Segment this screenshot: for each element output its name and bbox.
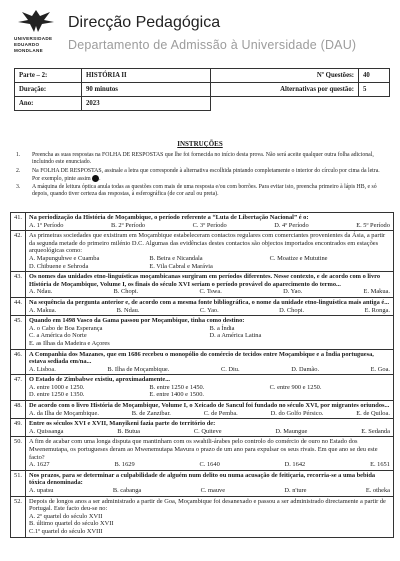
question-item xyxy=(11,213,393,231)
answer-option: E. entre 1400 e 1500. xyxy=(149,391,204,399)
answer-option: B. Ilha de Moçambique. xyxy=(107,365,170,373)
question-number: 43. xyxy=(11,272,26,297)
answer-option: C. Tswa. xyxy=(199,288,222,296)
question-item xyxy=(11,316,393,349)
logo-line-1: UNIVERSIDADE xyxy=(14,36,53,41)
answer-option: E. otheka xyxy=(365,487,390,494)
logo-line-3: MONDLANE xyxy=(14,48,43,53)
instruction-text-after: . xyxy=(99,176,101,183)
answer-option: B. 1629 xyxy=(114,461,135,469)
question-item xyxy=(11,272,393,298)
question-text: Quando em 1498 Vasco da Gama passou por Moçambique, tinha como destino: xyxy=(29,317,245,325)
answer-option: D. 1642 xyxy=(284,461,306,469)
question-item xyxy=(11,298,393,316)
answer-option: C. de Pemba. xyxy=(203,409,238,417)
answer-option: E. as Ilhas da Madeira e Açores xyxy=(29,339,110,347)
question-item xyxy=(11,471,393,497)
answer-option: A. 1627 xyxy=(29,461,50,469)
instruction-number: 3. xyxy=(16,184,21,190)
answer-option: A. 1º Período xyxy=(29,221,64,229)
answer-option: E. Ronga. xyxy=(364,306,390,314)
answer-option: A. Quissanga xyxy=(29,427,64,435)
question-number: 48. xyxy=(11,401,26,418)
question-item xyxy=(11,419,393,437)
ano-label: Ano: xyxy=(15,97,82,111)
question-text: A Companhia dos Mazanes, que em 1686 recebeu o monopólio do comércio de tecidos entre Moçambique e a Índia portuguesa, estava sediada em/na... xyxy=(29,350,374,366)
instruction-text: Preencha as suas respostas na FOLHA DE RESPOSTAS que lhe foi fornecida no início desta prova. Não será aceite qualquer outra folha adicional, incluindo este enunciado. xyxy=(32,152,374,166)
answer-option: B. de Zanzibar. xyxy=(131,409,171,417)
question-number: 41. xyxy=(11,213,26,230)
university-logo xyxy=(10,6,64,58)
answer-option: E. Goa. xyxy=(370,365,390,373)
answer-option: E. 1651 xyxy=(370,461,390,469)
answer-option: A. Lisboa. xyxy=(29,365,56,373)
answer-option: D. 4º Período xyxy=(274,221,309,229)
question-item xyxy=(11,437,393,470)
answer-option: D. entre 1250 e 1350. xyxy=(29,391,85,399)
answer-option: A. Mapunguhwe e Cuamba xyxy=(29,254,100,262)
duracao-value: 90 minutos xyxy=(82,83,211,97)
question-text: Depois de longos anos a ser administrado a partir de Goa, Moçambique foi desanexado e passou a ser administrado directamente a partir de Portugal. Este facto deu-se no: xyxy=(29,497,386,513)
answer-option: D. n'ture xyxy=(284,487,307,494)
parte-value: HISTÓRIA II xyxy=(82,69,211,83)
question-text: Nos prazos, para se determinar a culpabilidade de alguém num delito ou numa acusação de feitiçaria, recorria-se a uma bebida tóxica denominada: xyxy=(29,471,376,487)
question-text: Na sequência da pergunta anterior e, de acordo com a mesma fonte bibliográfica, o nome da unidade etno-linguística mais antiga é... xyxy=(29,298,390,306)
question-number: 52. xyxy=(11,497,26,537)
answer-option: B. Ndau. xyxy=(116,306,140,314)
answer-option: D. a América Latina xyxy=(209,332,262,340)
answer-option: D. Chopi. xyxy=(279,306,305,314)
answer-option: D. do Golfo Pérsico. xyxy=(270,409,324,417)
question-number: 45. xyxy=(11,316,26,348)
question-text: A fim de acabar com uma longa disputa que mantinham com os swahili-árabes pelo controlo do comércio de ouro no Estado dos Mwenemutapa, os portugueses deram ao Mwenemutapa Mavura o prazo de um ano para expulsar os seus rivais. Em que ano se deu este facto? xyxy=(29,438,378,461)
question-text: Os nomes das unidades etno-linguísticas moçambicanas surgiram em períodos diferentes. Nesse contexto, e de acordo com o livro História de Moçambique, Volume I, os finais do século XVI seriam o período provável do aparecimento do termo... xyxy=(29,273,381,288)
answer-option: D. Yao. xyxy=(283,288,303,296)
answer-option: E. Vila Cabral e Marávia xyxy=(149,262,213,270)
logo-line-2: EDUARDO xyxy=(14,42,40,47)
question-text: Na periodização da História de Moçambique, o período referente a “Luta de Libertação Nacional” é o: xyxy=(29,214,309,221)
instruction-text: A máquina de leitura óptica anula todas as questões com mais de uma resposta e/ou com borrões. Para evitar isto, preencha primeiro à lápis HB, e só depois, quando tiver certeza das respostas, à esferográfica (de cor azul ou preta). xyxy=(32,184,377,198)
answer-option: C. mauve xyxy=(200,487,226,494)
answer-option: B. Chopi. xyxy=(113,288,139,296)
answer-option: B. último quartel do século XVII xyxy=(29,520,114,528)
question-item xyxy=(11,401,393,419)
exam-info-table xyxy=(14,68,390,111)
answer-option: A. Ndau. xyxy=(29,288,53,296)
answer-option: B. 2º Período xyxy=(110,221,146,229)
answer-option: A. entre 1000 e 1250. xyxy=(29,383,85,391)
answer-option: B. Beira e Nicandala xyxy=(149,254,203,262)
question-item xyxy=(11,375,393,401)
answer-option: B. Butua xyxy=(117,427,141,435)
instruction-text-before: Na FOLHA DE RESPOSTAS, assinale a letra que corresponde à alternativa escolhida pintando completamente o interior do círculo por cima da letra. Por exemplo, pinte assim xyxy=(32,168,380,183)
filled-bubble-icon xyxy=(92,175,99,182)
alternativas-label: Alternativas por questão: xyxy=(211,83,359,97)
answer-option: D. Chibuene e Sehroda xyxy=(29,262,89,270)
parte-label: Parte – 2: xyxy=(15,69,82,83)
answer-option: C. 1640 xyxy=(199,461,220,469)
answer-option: C. a América do Norte xyxy=(29,332,87,340)
questoes-label: Nº Questões: xyxy=(211,69,359,83)
question-text: As primeiras sociedades que existiram em Moçambique estabeleceram contactos regulares com comerciantes provenientes da Ásia, a partir da segunda metade do primeiro milénio D.C. Algumas das evidências destes contactos são objectos importados encontrados em estações arqueológicas como: xyxy=(29,232,386,255)
eagle-emblem-icon xyxy=(16,6,56,34)
instruction-number: 1. xyxy=(16,152,21,158)
question-item xyxy=(11,231,393,272)
answer-option: E. de Quiloa. xyxy=(356,409,390,417)
answer-option: C. 3º Período xyxy=(192,221,227,229)
ano-value: 2023 xyxy=(82,97,211,111)
question-number: 47. xyxy=(11,375,26,400)
question-number: 49. xyxy=(11,419,26,436)
question-number: 46. xyxy=(11,350,26,375)
page-title: Direcção Pedagógica xyxy=(68,14,221,31)
question-item xyxy=(11,350,393,376)
answer-option: D. Maungue xyxy=(275,427,308,435)
answer-option: A. upatsu xyxy=(29,487,54,494)
question-text: Entre os séculos XVI e XVII, Manyikeni fazia parte do território de: xyxy=(29,420,216,428)
answer-option: E. Sedanda xyxy=(361,427,390,435)
answer-option: C. Yao. xyxy=(199,306,219,314)
duracao-label: Duração: xyxy=(15,83,82,97)
answer-option: E. 5º Período xyxy=(356,221,390,229)
question-text: De acordo com o livro História de Moçambique, Volume I, o Xeicado de Sancul foi fundado no século XVI, por migrantes oriundos... xyxy=(29,402,390,410)
answer-option: D. Damão. xyxy=(291,365,320,373)
instruction-text xyxy=(32,168,384,183)
question-number: 44. xyxy=(11,298,26,315)
answer-option: E. Makua. xyxy=(363,288,390,296)
answer-option: B. a Índia xyxy=(209,324,235,332)
answer-option: C. Diu. xyxy=(220,365,240,373)
question-number: 50. xyxy=(11,437,26,469)
alternativas-value: 5 xyxy=(359,83,390,97)
answer-option: A. Makua. xyxy=(29,306,57,314)
question-item xyxy=(11,497,393,537)
page-subtitle: Departamento de Admissão à Universidade (DAU) xyxy=(68,38,357,52)
answer-option: A. o Cabo de Boa Esperança xyxy=(29,324,103,332)
answer-option: B. entre 1250 e 1450. xyxy=(149,383,205,391)
answer-option: C. entre 900 e 1250. xyxy=(269,383,322,391)
answer-option: C. Moatize e Mututine xyxy=(269,254,328,262)
answer-option: A. da Ilha de Moçambique. xyxy=(29,409,99,417)
question-text: O Estado de Zimbabwe existiu, aproximadamente... xyxy=(29,376,171,384)
answer-option: A. 2º quartel do século XVII xyxy=(29,512,103,520)
question-number: 51. xyxy=(11,471,26,496)
questions-list xyxy=(10,212,394,538)
answer-option: C.1º quartel do século XVIII xyxy=(29,527,103,535)
questoes-value: 40 xyxy=(359,69,390,83)
question-number: 42. xyxy=(11,231,26,271)
answer-option: C. Quiteve xyxy=(193,427,222,435)
answer-option: B. cabanga xyxy=(112,487,142,494)
instructions-title: INSTRUÇÕES xyxy=(177,140,223,148)
instruction-number: 2. xyxy=(16,168,21,174)
